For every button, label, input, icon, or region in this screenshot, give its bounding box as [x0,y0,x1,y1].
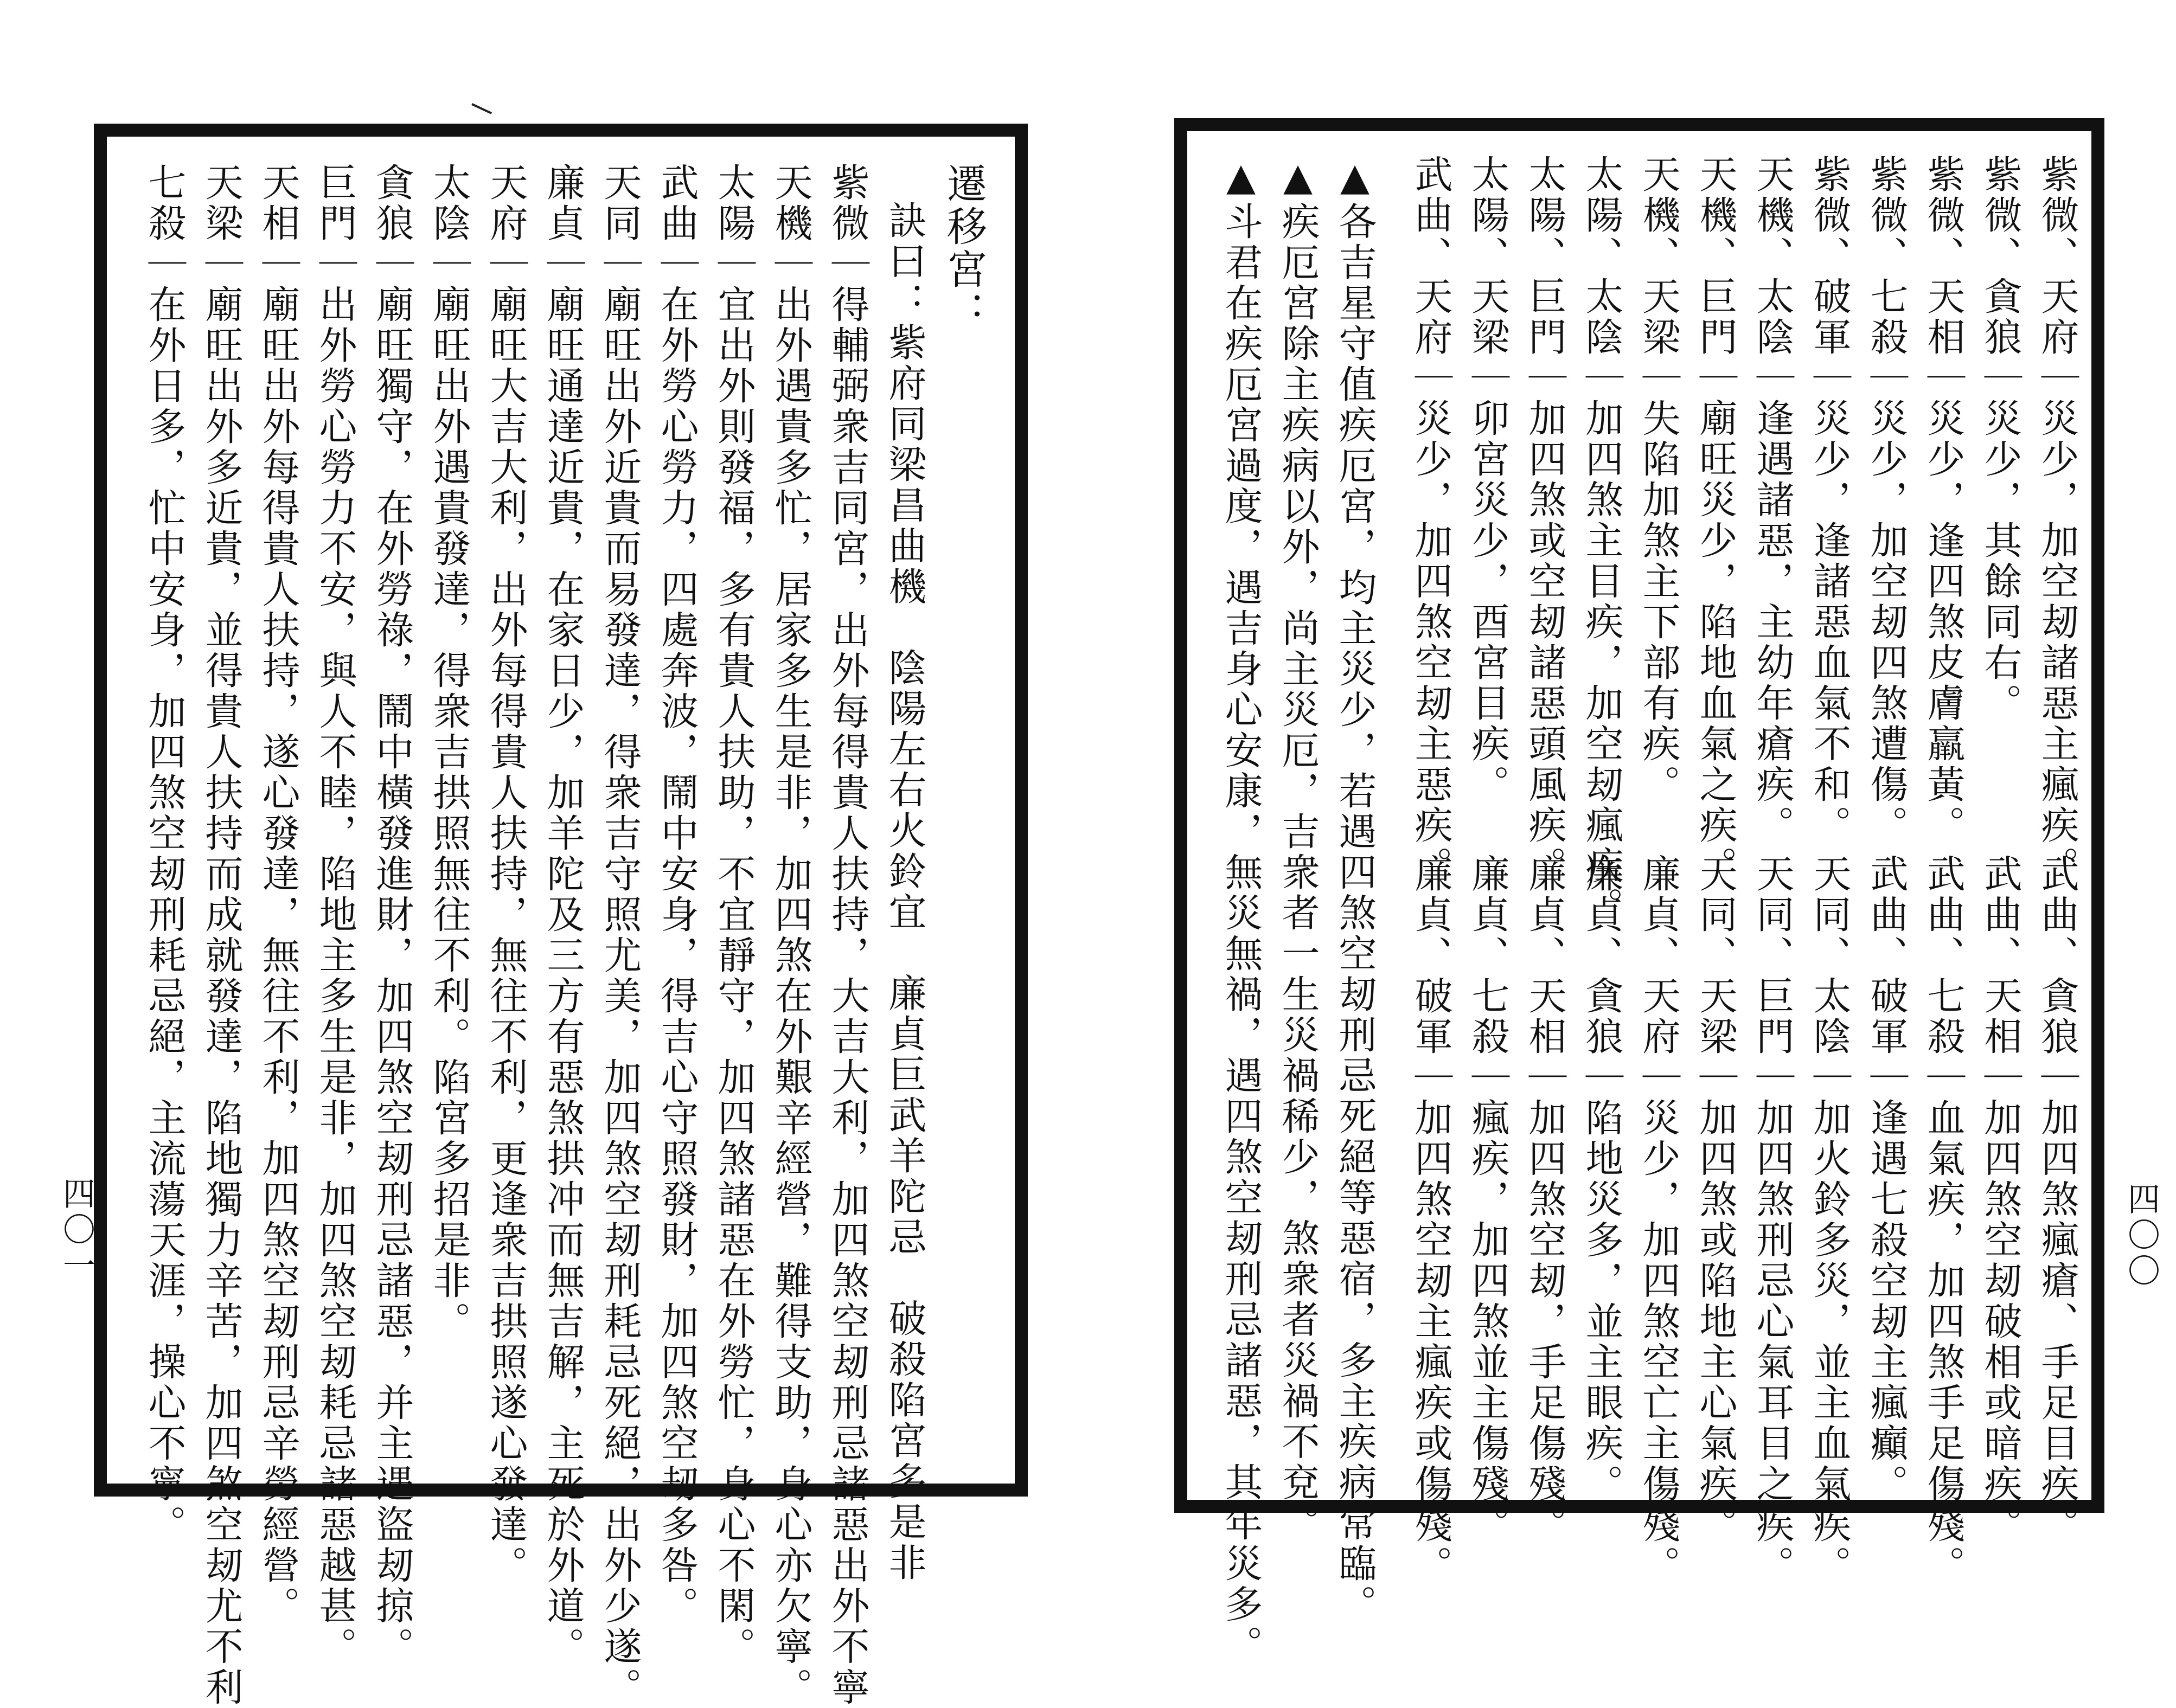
right-lower-line: 廉貞、貪狼｜陷地災多，並主眼疾。 [1579,854,1624,1505]
left-line: 太陰｜廟旺出外遇貴發達，得衆吉拱照無往不利。陷宮多招是非。 [427,163,471,1342]
left-line: 貪狼｜廟旺獨守，在外勞祿，鬧中橫發進財，加四煞空刼刑忌諸惡，并主遇盜刼掠。 [370,163,414,1667]
right-upper-line: 武曲、天府｜災少，加四煞空刼主惡疾。 [1409,155,1453,887]
left-page-number: 四〇一 [57,1177,95,1284]
right-page-number: 四〇〇 [2122,1182,2160,1289]
left-line: 天同｜廟旺出外近貴而易發達，得衆吉守照尤美，加四煞空刼刑耗忌死絕，出外少遂。 [598,163,642,1708]
right-lower-line: 天同、巨門｜加四煞刑忌心氣耳目之疾。 [1750,854,1795,1586]
left-line: 天機｜出外遇貴多忙，居家多生是非，加四煞在外艱辛經營，難得支助，身心亦欠寧。 [769,163,813,1708]
left-line: 天府｜廟旺大吉大利，出外每得貴人扶持，無往不利，更逢衆吉拱照遂心發達。 [484,163,528,1586]
right-upper-line: 紫微、天府｜災少，加空刼諸惡主瘋疾。 [2035,155,2079,887]
left-line: 訣曰：紫府同梁昌曲機 陰陽左右火鈴宜 廉貞巨武羊陀忌 破殺陷宮多是非 [882,201,927,1583]
right-upper-line: 紫微、七殺｜災少，加空刼四煞遭傷。 [1864,155,1909,846]
right-lower-line: 武曲、破軍｜逢遇七殺空刼主瘋癲。 [1864,854,1909,1505]
right-note-line: ▲斗君在疾厄宮過度，遇吉身心安康，無災無禍，遇四煞空刼刑忌諸惡，其年災多。 [1219,155,1263,1666]
left-line: 天相｜廟旺出外每得貴人扶持，遂心發達，無往不利，加四煞空刼刑忌辛勞經營。 [256,163,300,1627]
right-lower-line: 廉貞、破軍｜加四煞空刼主瘋疾或傷殘。 [1409,854,1453,1586]
right-upper-line: 紫微、貪狼｜災少，其餘同右。 [1978,155,2023,724]
section-title: 遷移宮： [940,163,987,334]
right-lower-line: 廉貞、七殺｜瘋疾，加四煞並主傷殘。 [1465,854,1510,1545]
right-lower-line: 廉貞、天相｜加四煞空刼，手足傷殘。 [1522,854,1567,1545]
right-upper-line: 太陽、天梁｜卯宮災少，酉宮目疾。 [1465,155,1510,805]
right-note-line: ▲各吉星守值疾厄宮，均主災少，若遇四煞空刼刑忌死絕等惡宿，多主疾病常臨。 [1333,155,1377,1625]
right-upper-line: 天機、天梁｜失陷加煞主下部有疾。 [1636,155,1681,805]
left-line: 巨門｜出外勞心勞力不安，與人不睦，陷地主多生是非，加四煞空刼耗忌諸惡越甚。 [313,163,357,1667]
right-upper-line: 天機、巨門｜廟旺災少，陷地血氣之疾。 [1693,155,1738,887]
right-lower-line: 武曲、天相｜加四煞空刼破相或暗疾。 [1978,854,2023,1545]
left-line: 紫微｜得輔弼衆吉同宮，出外每得貴人扶持，大吉大利，加四煞空刼刑忌諸惡出外不寧 [825,163,870,1708]
scan-mark [471,103,492,114]
left-line: 廉貞｜廟旺通達近貴，在家日少，加羊陀及三方有惡煞拱冲而無吉解，主死於外道。 [541,163,585,1667]
right-lower-line: 天同、太陰｜加火鈴多災，並主血氣疾。 [1807,854,1852,1586]
right-lower-line: 廉貞、天府｜災少，加四煞空亡主傷殘。 [1636,854,1681,1586]
left-line: 武曲｜在外勞心勞力，四處奔波，鬧中安身，得吉心守照發財，加四煞空刼多咎。 [655,163,699,1627]
right-upper-line: 紫微、天相｜災少，逢四煞皮膚羸黃。 [1921,155,1966,846]
right-upper-line: 天機、太陰｜逢遇諸惡，主幼年瘡疾。 [1750,155,1795,846]
left-line: 太陽｜宜出外則發福，多有貴人扶助，不宜靜守，加四煞諸惡在外勞忙，身心不閑。 [712,163,756,1667]
left-line: 七殺｜在外日多，忙中安身，加四煞空刼刑耗忌絕，主流蕩天涯，操心不寧。 [142,163,187,1545]
right-lower-line: 武曲、貪狼｜加四煞瘋瘡、手足目疾。 [2035,854,2079,1545]
right-note-line: ▲疾厄宮除主疾病以外，尚主災厄，吉衆者一生災禍稀少，煞衆者災禍不兗。 [1276,155,1320,1544]
left-line: 天梁｜廟旺出外多近貴，並得貴人扶持而成就發達，陷地獨力辛苦，加四煞空刼尤不利 [199,163,244,1708]
right-upper-line: 太陽、巨門｜加四煞或空刼諸惡頭風疾。 [1522,155,1567,887]
right-lower-line: 天同、天梁｜加四煞或陷地主心氣疾。 [1693,854,1738,1545]
right-upper-line: 太陽、太陰｜加四煞主目疾，加空刼瘋疾。 [1579,155,1624,927]
right-upper-line: 紫微、破軍｜災少，逢諸惡血氣不和。 [1807,155,1852,846]
right-lower-line: 武曲、七殺｜血氣疾，加四煞手足傷殘。 [1921,854,1966,1586]
